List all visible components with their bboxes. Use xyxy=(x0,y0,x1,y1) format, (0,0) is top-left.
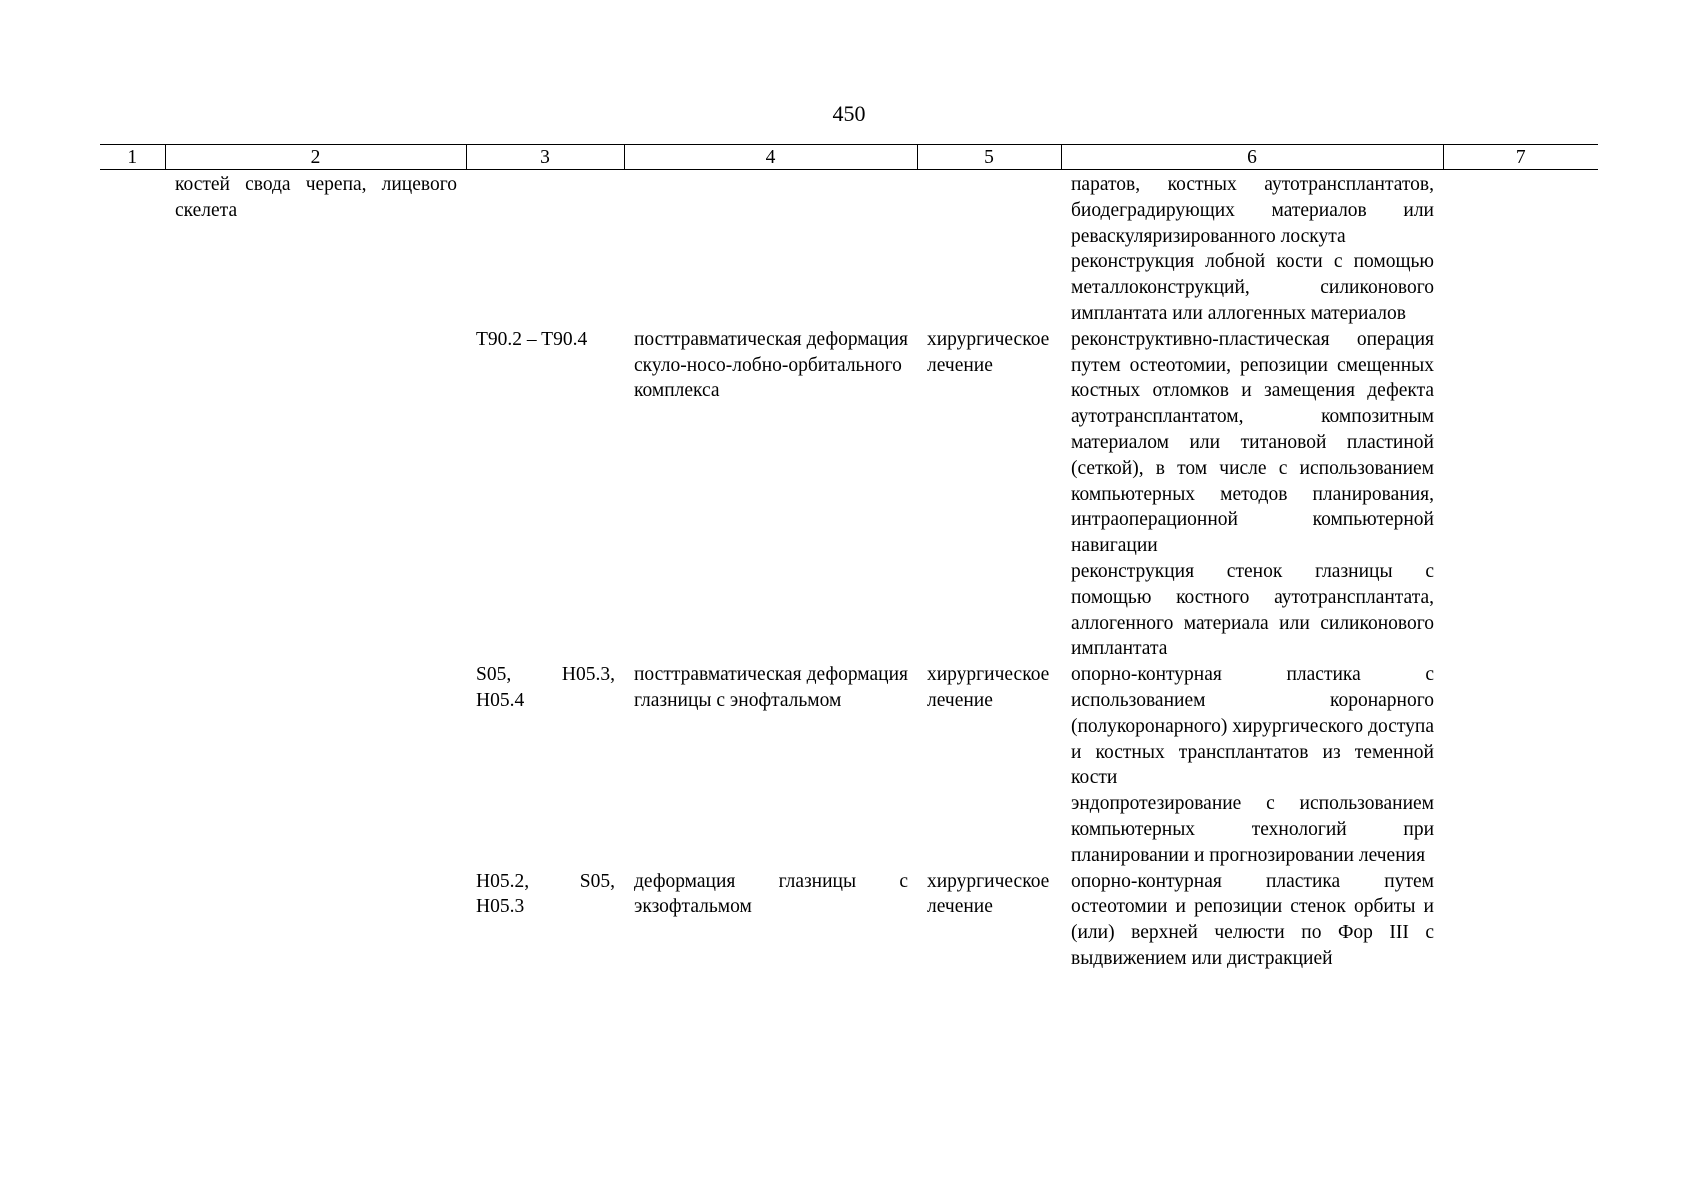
cell-treatment-method xyxy=(1061,869,1443,972)
cell-treatment-profile: костей свода черепа, лицевого скелета xyxy=(175,174,457,221)
cell-treatment-type: хирургическое лечение xyxy=(927,664,1050,711)
cell-treatment-type: хирургическое лечение xyxy=(927,328,1050,376)
cell-diagnosis: деформация глазницы с экзофтальмом xyxy=(634,870,908,918)
cell-diagnosis: посттравматическая деформация глазницы с энофтальмом xyxy=(634,664,908,711)
cell-treatment-profile xyxy=(165,869,466,972)
cell-section-number xyxy=(100,170,165,327)
column-header-4: 4 xyxy=(624,145,917,170)
cell-section-number xyxy=(100,869,165,972)
table-row xyxy=(100,327,1598,662)
cell-treatment-type: хирургическое лечение xyxy=(927,870,1050,918)
treatment-method-paragraph: реконструктивно-пластическая операция путем остеотомии, репозиции смещенных костных отломков и замещения дефекта аутотрансплантатом, композитным материалом или титановой пластиной (сеткой), в том числе с использованием компьютерных методов планирования, интраоперационной компьютерной навигации xyxy=(1071,328,1434,557)
cell-icd-codes: S05, H05.3, H05.4 xyxy=(476,664,615,711)
treatment-method-paragraph: паратов, костных аутотрансплантатов, биодеградирующих материалов или реваскуляризированного лоскута xyxy=(1071,174,1434,247)
table-row xyxy=(100,170,1598,327)
column-header-7: 7 xyxy=(1443,145,1598,170)
treatment-method-paragraph: опорно-контурная пластика с использованием коронарного (полукоронарного) хирургического доступа и костных трансплантатов из теменной кости xyxy=(1071,664,1434,789)
cell-icd-codes: T90.2 – T90.4 xyxy=(476,328,588,350)
treatment-method-paragraph: реконструкция лобной кости с помощью металлоконструкций, силиконового имплантата или аллогенных материалов xyxy=(1071,251,1434,324)
column-header-5: 5 xyxy=(917,145,1061,170)
cell-section-number xyxy=(100,662,165,868)
column-number-header-row xyxy=(100,145,1598,170)
cell-treatment-method xyxy=(1061,327,1443,662)
cell-treatment-profile xyxy=(165,327,466,662)
page-number: 450 xyxy=(832,101,866,126)
cell-diagnosis xyxy=(624,170,917,327)
treatment-table xyxy=(100,144,1598,972)
treatment-method-paragraph: реконструкция стенок глазницы с помощью костного аутотрансплантата, аллогенного материала или силиконового имплантата xyxy=(1071,560,1434,660)
cell-cost xyxy=(1443,327,1598,662)
column-header-6: 6 xyxy=(1061,145,1443,170)
cell-diagnosis: посттравматическая деформация скуло-носо-лобно-орбитального комплекса xyxy=(634,328,908,402)
treatment-method-paragraph: эндопротезирование с использованием компьютерных технологий при планировании и прогнозировании лечения xyxy=(1071,793,1434,866)
table-row xyxy=(100,662,1598,868)
column-header-3: 3 xyxy=(466,145,624,170)
column-header-1: 1 xyxy=(100,145,165,170)
cell-icd-codes: H05.2, S05, H05.3 xyxy=(476,870,615,918)
table-row xyxy=(100,869,1598,972)
column-header-2: 2 xyxy=(165,145,466,170)
cell-icd-codes xyxy=(466,170,624,327)
cell-cost xyxy=(1443,662,1598,868)
cell-cost xyxy=(1443,170,1598,327)
cell-treatment-method xyxy=(1061,662,1443,868)
cell-treatment-type xyxy=(917,170,1061,327)
cell-section-number xyxy=(100,327,165,662)
cell-treatment-profile xyxy=(165,662,466,868)
cell-treatment-method xyxy=(1061,170,1443,327)
cell-cost xyxy=(1443,869,1598,972)
treatment-method-paragraph: опорно-контурная пластика путем остеотомии и репозиции стенок орбиты и (или) верхней челюсти по Фор III с выдвижением или дистракцией xyxy=(1071,870,1434,969)
